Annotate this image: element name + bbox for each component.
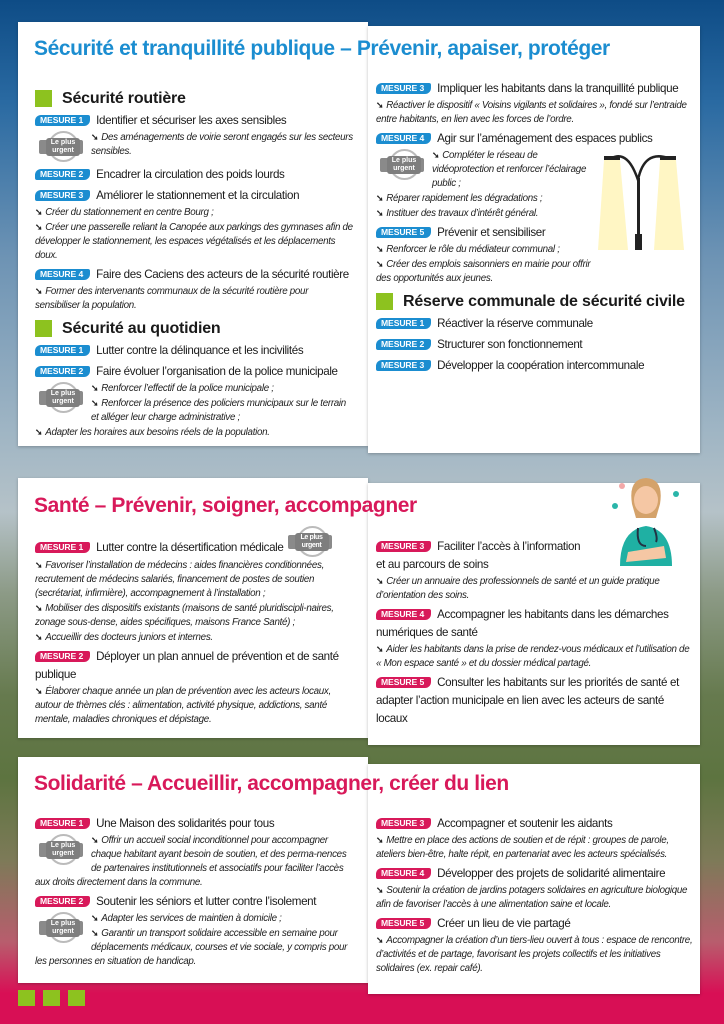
arrow-bullet-icon: ➘ (376, 208, 384, 218)
stamp-label: Le plus urgent (387, 156, 421, 174)
measure-heading (35, 187, 355, 205)
measure-title: Consulter les habitants sur les priorités de santé et adapter l’action municipale en lien avec les acteurs de santé locaux (376, 676, 679, 725)
measure-badge: MESURE 3 (376, 818, 431, 829)
arrow-bullet-icon: ➘ (376, 100, 384, 110)
measure-body (376, 933, 694, 976)
subsection-heading (376, 292, 694, 312)
measure-item (376, 315, 694, 333)
measure-heading (376, 357, 694, 375)
measure-body (35, 684, 355, 727)
measure-badge: MESURE 2 (376, 339, 431, 350)
stamp-label: Le plus urgent (46, 919, 80, 937)
arrow-bullet-icon: ➘ (376, 644, 384, 654)
measure-badge: MESURE 2 (35, 169, 90, 180)
measure-heading (376, 674, 694, 728)
measure-item (35, 648, 355, 727)
bullet-item (376, 206, 594, 221)
sante-left-column (35, 534, 355, 730)
measure-badge: MESURE 3 (376, 360, 431, 371)
bullet-text: Créer un annuaire des professionnels de santé et un guide pratique d’orientation des soins. (376, 576, 660, 601)
measure-heading (35, 648, 355, 684)
arrow-bullet-icon: ➘ (91, 398, 99, 408)
measure-body (35, 381, 355, 440)
streetlamp-illustration (598, 150, 690, 250)
measure-title: Créer un lieu de vie partagé (437, 917, 571, 930)
stamp-label: Le plus urgent (46, 841, 80, 859)
bullet-text: Créer du stationnement en centre Bourg ; (45, 207, 214, 218)
measure-item (35, 363, 355, 440)
arrow-bullet-icon: ➘ (35, 686, 43, 696)
measure-title: Réactiver la réserve communale (437, 317, 593, 330)
arrow-bullet-icon: ➘ (376, 193, 384, 203)
bullet-item (376, 98, 694, 127)
measure-title: Prévenir et sensibiliser (437, 226, 546, 239)
measure-heading (376, 315, 694, 333)
measure-badge: MESURE 1 (376, 318, 431, 329)
measure-badge: MESURE 5 (376, 677, 431, 688)
measure-badge: MESURE 2 (35, 896, 90, 907)
section-title-securite: Sécurité et tranquillité publique – Prévenir, apaiser, protéger (34, 37, 610, 60)
measure-title: Faciliter l’accès à l’information et au parcours de soins (376, 540, 581, 571)
arrow-bullet-icon: ➘ (91, 383, 99, 393)
bullet-item (376, 191, 594, 206)
measure-item (35, 534, 355, 645)
measure-heading (35, 815, 355, 833)
measure-badge: MESURE 3 (376, 541, 431, 552)
section-title-sante: Santé – Prévenir, soigner, accompagner (34, 494, 417, 517)
measure-item (376, 865, 694, 912)
arrow-bullet-icon: ➘ (91, 835, 99, 845)
bullet-item (376, 833, 694, 862)
bullet-text: Réactiver le dispositif « Voisins vigilants et solidaires », fondé sur l’entraide entre habitants, en lien avec les forces de l’ordre. (376, 100, 687, 125)
arrow-bullet-icon: ➘ (376, 576, 384, 586)
bullet-text: Former des intervenants communaux de la sécurité routière pour sensibiliser la population. (35, 286, 309, 311)
arrow-bullet-icon: ➘ (35, 286, 43, 296)
arrow-bullet-icon: ➘ (35, 222, 43, 232)
arrow-bullet-icon: ➘ (376, 259, 384, 269)
bullet-item (35, 284, 355, 313)
arrow-bullet-icon: ➘ (432, 150, 440, 160)
measure-badge: MESURE 3 (376, 83, 431, 94)
measure-item (35, 342, 355, 360)
bullet-item (35, 601, 355, 630)
le-plus-urgent-stamp (380, 149, 426, 181)
measure-badge: MESURE 3 (35, 190, 90, 201)
bullet-text: Garantir un transport solidaire accessible en semaine pour déplacements médicaux, courses et vie sociale, y compris pour les personnes en situation de handicap. (35, 928, 348, 967)
bullet-text: Élaborer chaque année un plan de prévention avec les acteurs locaux, autour de thèmes clés : alimentation, activité physique, addictions, santé mentale, maladies chroniques et dépistage. (35, 686, 331, 725)
arrow-bullet-icon: ➘ (35, 427, 43, 437)
measure-body (35, 911, 355, 969)
le-plus-urgent-stamp (39, 834, 85, 866)
bullet-item (35, 630, 355, 645)
measure-badge: MESURE 4 (376, 868, 431, 879)
measure-title: Accompagner et soutenir les aidants (437, 817, 613, 830)
bullet-text: Renforcer le rôle du médiateur communal ; (386, 244, 560, 255)
measure-heading (376, 336, 694, 354)
bullet-text: Des aménagements de voirie seront engagés sur les secteurs sensibles. (91, 132, 353, 157)
bullet-text: Aider les habitants dans la prise de rendez-vous médicaux et l’utilisation de « Mon espace santé » et du dossier médical partagé. (376, 644, 690, 669)
bullet-text: Accompagner la création d’un tiers-lieu ouvert à tous : espace de rencontre, d’activités et de partage, favorisant les projets collectifs et les initiatives solidaires (ex. repair café). (376, 935, 693, 974)
measure-badge: MESURE 4 (376, 609, 431, 620)
measure-body (376, 98, 694, 127)
measure-body (376, 883, 694, 912)
measure-title: Améliorer le stationnement et la circulation (96, 189, 300, 202)
measure-heading (376, 80, 694, 98)
measure-badge: MESURE 1 (35, 542, 90, 553)
measure-title: Faire évoluer l’organisation de la police municipale (96, 365, 338, 378)
measure-item (35, 266, 355, 313)
sante-right-column (376, 538, 694, 731)
bullet-item (35, 220, 355, 263)
arrow-bullet-icon: ➘ (35, 560, 43, 570)
measure-badge: MESURE 4 (376, 133, 431, 144)
decorative-squares (18, 990, 85, 1006)
measure-body (376, 642, 694, 671)
bullet-text: Renforcer la présence des policiers municipaux sur le terrain et alléger leur charge administrative ; (91, 398, 346, 423)
measure-heading (35, 893, 355, 911)
measure-heading (376, 865, 694, 883)
arrow-bullet-icon: ➘ (376, 885, 384, 895)
measure-heading (35, 342, 355, 360)
measure-badge: MESURE 2 (35, 651, 90, 662)
measure-heading (35, 166, 355, 184)
bullet-item (35, 425, 355, 440)
measure-badge: MESURE 1 (35, 345, 90, 356)
le-plus-urgent-stamp (288, 526, 334, 558)
measure-badge: MESURE 5 (376, 918, 431, 929)
measure-item (35, 187, 355, 263)
bullet-item (376, 883, 694, 912)
measure-title: Lutter contre la désertification médicale (96, 541, 284, 555)
green-square-icon (35, 320, 52, 337)
measure-heading (35, 363, 355, 381)
measure-item (35, 815, 355, 890)
measure-body (35, 205, 355, 263)
solidarite-right-column (376, 815, 694, 979)
measure-title: Impliquer les habitants dans la tranquillité publique (437, 82, 679, 95)
measure-title: Lutter contre la délinquance et les incivilités (96, 344, 304, 357)
measure-heading (376, 130, 694, 148)
measure-heading (35, 112, 355, 130)
arrow-bullet-icon: ➘ (91, 913, 99, 923)
measure-item (35, 166, 355, 184)
subsection-heading (35, 319, 355, 339)
le-plus-urgent-stamp (39, 912, 85, 944)
bullet-item (35, 205, 355, 220)
solidarite-left-column (35, 815, 355, 972)
bullet-item (35, 558, 355, 601)
measure-title: Structurer son fonctionnement (437, 338, 583, 351)
measure-item (376, 80, 694, 127)
measure-item (376, 357, 694, 375)
measure-heading (376, 815, 694, 833)
bullet-text: Accueillir des docteurs juniors et internes. (45, 632, 213, 643)
measure-heading (35, 266, 355, 284)
measure-badge: MESURE 1 (35, 115, 90, 126)
measure-title: Une Maison des solidarités pour tous (96, 817, 275, 830)
measure-title: Faire des Caciens des acteurs de la sécurité routière (96, 268, 349, 281)
arrow-bullet-icon: ➘ (91, 132, 99, 142)
measure-body (35, 130, 355, 163)
bullet-text: Compléter le réseau de vidéoprotection et renforcer l’éclairage public ; (432, 150, 587, 189)
subsection-title: Réserve communale de sécurité civile (403, 293, 685, 310)
measure-item (35, 893, 355, 969)
bullet-text: Offrir un accueil social inconditionnel pour accompagner chaque habitant ayant besoin de soutien, et des perma-nences de partenaires institutionnels et associatifs pour faciliter l’accès aux droits directement dans la commune. (35, 835, 347, 888)
arrow-bullet-icon: ➘ (376, 244, 384, 254)
section-title-solidarite: Solidarité – Accueillir, accompagner, créer du lien (34, 772, 509, 795)
measure-title: Développer des projets de solidarité alimentaire (437, 867, 666, 880)
bullet-item (35, 684, 355, 727)
subsection-heading (35, 89, 355, 109)
measure-heading (35, 534, 355, 558)
measure-body (376, 574, 694, 603)
stamp-label: Le plus urgent (295, 533, 329, 551)
measure-title: Soutenir les séniors et lutter contre l’isolement (96, 895, 317, 908)
measure-item (376, 606, 694, 671)
stamp-label: Le plus urgent (46, 389, 80, 407)
measure-title: Accompagner les habitants dans les démarches numériques de santé (376, 608, 669, 639)
arrow-bullet-icon: ➘ (376, 835, 384, 845)
arrow-bullet-icon: ➘ (35, 207, 43, 217)
measure-item (376, 915, 694, 976)
measure-heading (376, 915, 694, 933)
green-square-icon (35, 90, 52, 107)
bullet-text: Créer des emplois saisonniers en mairie pour offrir des opportunités aux jeunes. (376, 259, 591, 284)
bullet-text: Adapter les horaires aux besoins réels de la population. (45, 427, 270, 438)
bullet-item (376, 257, 594, 286)
bullet-text: Mobiliser des dispositifs existants (maisons de santé pluridiscipli-naires, zonage sous-dense, aides spécifiques, maisons France Santé) ; (35, 603, 334, 628)
measure-body (35, 833, 355, 890)
le-plus-urgent-stamp (39, 131, 85, 163)
bullet-text: Réparer rapidement les dégradations ; (386, 193, 543, 204)
green-square-icon (376, 293, 393, 310)
nurse-illustration (610, 474, 680, 566)
bullet-item (376, 242, 594, 257)
measure-badge: MESURE 5 (376, 227, 431, 238)
bullet-text: Soutenir la création de jardins potagers solidaires en agriculture biologique afin de favoriser l’accès à une alimentation saine et locale. (376, 885, 688, 910)
measure-title: Identifier et sécuriser les axes sensibles (96, 114, 287, 127)
green-square (43, 990, 60, 1006)
subsection-title: Sécurité routière (62, 90, 186, 107)
measure-body (376, 833, 694, 862)
measure-item (376, 674, 694, 728)
bullet-text: Créer une passerelle reliant la Canopée aux parkings des gymnases afin de développer le stationnement, les espaces végétalisés et les déplacements doux. (35, 222, 353, 261)
bullet-text: Adapter les services de maintien à domicile ; (101, 913, 282, 924)
arrow-bullet-icon: ➘ (91, 928, 99, 938)
measure-item (376, 336, 694, 354)
measure-title: Déployer un plan annuel de prévention et de santé publique (35, 650, 339, 681)
measure-body (35, 558, 355, 645)
measure-body (35, 284, 355, 313)
bullet-text: Renforcer l’effectif de la police municipale ; (101, 383, 274, 394)
measure-title: Développer la coopération intercommunale (437, 359, 645, 372)
green-square (18, 990, 35, 1006)
bullet-text: Favoriser l’installation de médecins : aides financières conditionnées, recrutement de médecins salariés, financement de postes de soutien (secrétariat, infirmière), accompagnement à l’installation ; (35, 560, 325, 599)
measure-badge: MESURE 2 (35, 366, 90, 377)
measure-item (35, 112, 355, 163)
arrow-bullet-icon: ➘ (35, 603, 43, 613)
measure-badge: MESURE 4 (35, 269, 90, 280)
bullet-item (376, 933, 694, 976)
measure-title: Encadrer la circulation des poids lourds (96, 168, 285, 181)
measure-item (376, 815, 694, 862)
arrow-bullet-icon: ➘ (35, 632, 43, 642)
stamp-label: Le plus urgent (46, 138, 80, 156)
bullet-text: Mettre en place des actions de soutien et de répit : groupes de parole, ateliers bien-être, halte répit, en partenariat avec les acteurs spécialisés. (376, 835, 669, 860)
green-square (68, 990, 85, 1006)
le-plus-urgent-stamp (39, 382, 85, 414)
bullet-text: Instituer des travaux d’intérêt général. (386, 208, 539, 219)
measure-heading (376, 606, 694, 642)
subsection-title: Sécurité au quotidien (62, 320, 221, 337)
arrow-bullet-icon: ➘ (376, 935, 384, 945)
bullet-item (376, 574, 694, 603)
measure-heading (376, 538, 591, 574)
bullet-item (376, 642, 694, 671)
securite-left-column (35, 83, 355, 443)
measure-title: Agir sur l’aménagement des espaces publics (437, 132, 653, 145)
measure-badge: MESURE 1 (35, 818, 90, 829)
